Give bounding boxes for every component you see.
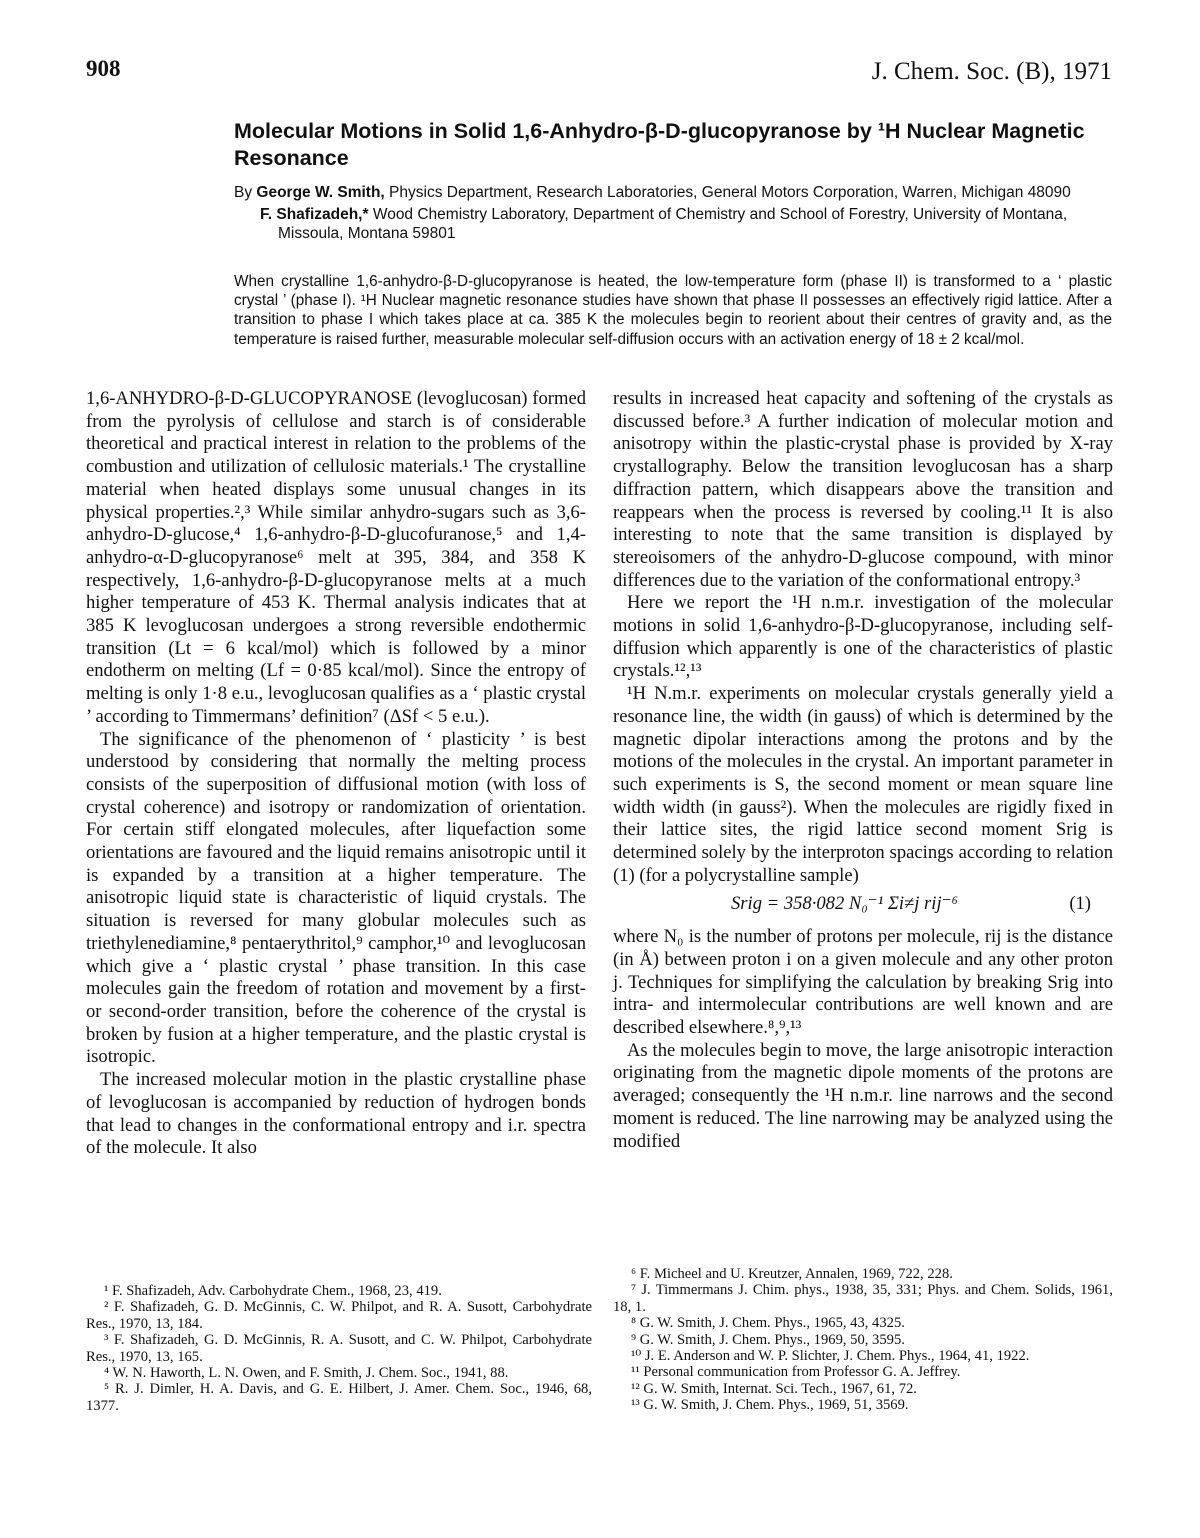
footnotes-right (613, 1266, 1113, 1414)
equation-number: (1) (1069, 893, 1091, 915)
body-paragraph: Here we report the ¹H n.m.r. investigation of the molecular motions in solid 1,6-anhydro-β-D-glucopyranose, including self-diffusion which apparently is one of the characteristics of plastic crystals.¹²,¹³ (613, 592, 1113, 682)
body-paragraph: The increased molecular motion in the plastic crystalline phase of levoglucosan is accompanied by reduction of hydrogen bonds that lead to changes in the conformational entropy and i.r. spectra of the molecule. It also (86, 1069, 586, 1159)
footnote: ⁴ W. N. Haworth, L. N. Owen, and F. Smith, J. Chem. Soc., 1941, 88. (104, 1365, 509, 1382)
body-paragraph: 1,6-ANHYDRO-β-D-GLUCOPYRANOSE (levoglucosan) formed from the pyrolysis of cellulose and starch is of considerable theoretical and practical interest in relation to the problems of the combustion and utilization of cellulosic materials.¹ The crystalline material when heated displays some unusual changes in its physical properties.²,³ While similar anhydro-sugars such as 3,6-anhydro-D-glucose,⁴ 1,6-anhydro-β-D-glucofuranose,⁵ and 1,4-anhydro-α-D-glucopyranose⁶ melt at 395, 384, and 358 K respectively, 1,6-anhydro-β-D-glucopyranose melts at a much higher temperature of 453 K. Thermal analysis indicates that at 385 K levoglucosan undergoes a strong reversible endothermic transition (Lt = 6 kcal/mol) which is followed by a minor endotherm on melting (Lf = 0·85 kcal/mol). Since the entropy of melting is only 1·8 e.u., levoglucosan qualifies as a ‘ plastic crystal ’ according to Timmermans’ definition⁷ (ΔSf < 5 e.u.). (86, 388, 586, 727)
journal-header: J. Chem. Soc. (B), 1971 (871, 58, 1112, 85)
footnote: ⁸ G. W. Smith, J. Chem. Phys., 1965, 43, 4325. (631, 1315, 905, 1332)
footnote: ¹⁰ J. E. Anderson and W. P. Slichter, J. Chem. Phys., 1964, 41, 1922. (631, 1348, 1030, 1365)
page-number: 908 (86, 56, 121, 81)
body-paragraph: As the molecules begin to move, the large anisotropic interaction originating from the magnetic dipole moments of the protons are averaged; consequently the ¹H n.m.r. line narrows and the second moment is reduced. The line narrowing may be analyzed using the modified (613, 1039, 1113, 1152)
author-affiliation: Physics Department, Research Laboratories, General Motors Corporation, Warren, Michigan 48090 (389, 184, 1071, 201)
body-column-left (86, 388, 586, 1160)
author-name: F. Shafizadeh,* (260, 206, 369, 223)
body-column-right (613, 388, 1113, 1153)
body-paragraph: where N₀ is the number of protons per molecule, rij is the distance (in Å) between proton i on a given molecule and any other proton j. Techniques for simplifying the calculation by breaking Srig into intra- and intermolecular contributions are well known and are described elsewhere.⁸,⁹,¹³ (613, 926, 1113, 1038)
author-prefix: By (234, 184, 253, 201)
footnote: ¹³ G. W. Smith, J. Chem. Phys., 1969, 51, 3569. (631, 1397, 909, 1414)
body-paragraph: The significance of the phenomenon of ‘ plasticity ’ is best understood by considering that normally the melting process consists of the superposition of diffusional motion (with loss of crystal coherence) and isotropy or randomization of orientation. For certain stiff elongated molecules, after liquefaction some orientations are favoured and the liquid remains anisotropic until it is expanded by a transition at a higher temperature. The anisotropic liquid state is characteristic of liquid crystals. The situation is reversed for many globular molecules such as triethylenediamine,⁸ pentaerythritol,⁹ camphor,¹⁰ and levoglucosan which give a ‘ plastic crystal ’ phase transition. In this case molecules gain the freedom of rotation and movement by a first- or second-order transition, before the coherence of the crystal is broken by fusion at a higher temperature, and the plastic crystal is isotropic. (86, 728, 586, 1068)
footnote: ⁹ G. W. Smith, J. Chem. Phys., 1969, 50, 3595. (631, 1331, 905, 1348)
footnote: ⁶ F. Micheel and U. Kreutzer, Annalen, 1969, 722, 228. (631, 1266, 953, 1282)
footnote: ³ F. Shafizadeh, G. D. McGinnis, R. A. Susott, and C. W. Philpot, Carbohydrate Res., 1970, 13, 165. (86, 1332, 592, 1365)
author-entry (234, 205, 1114, 243)
author-block (234, 183, 1114, 246)
author-affiliation: Wood Chemistry Laboratory, Department of Chemistry and School of Forestry, University of Montana, Missoula, Montana 59801 (278, 206, 1068, 242)
footnote: ⁷ J. Timmermans J. Chim. phys., 1938, 35, 331; Phys. and Chem. Solids, 1961, 18, 1. (613, 1282, 1113, 1315)
footnote: ² F. Shafizadeh, G. D. McGinnis, C. W. Philpot, and R. A. Susott, Carbohydrate Res., 1970, 13, 184. (86, 1299, 592, 1332)
footnote: ¹² G. W. Smith, Internat. Sci. Tech., 1967, 61, 72. (631, 1380, 917, 1397)
abstract: When crystalline 1,6-anhydro-β-D-glucopyranose is heated, the low-temperature form (phase II) is transformed to a ‘ plastic crystal ’ (phase I). ¹H Nuclear magnetic resonance studies have shown that phase II possesses an effectively rigid lattice. After a transition to phase I which takes place at ca. 385 K the molecules begin to reorient about their centres of gravity and, as the temperature is raised further, measurable molecular self-diffusion occurs with an activation energy of 18 ± 2 kcal/mol. (234, 273, 1112, 348)
equation-expression: Srig = 358·082 N₀⁻¹ Σi≠j rij⁻⁶ (731, 893, 958, 915)
footnotes-left (86, 1283, 592, 1414)
body-paragraph: results in increased heat capacity and softening of the crystals as discussed before.³ A further indication of molecular motion and anisotropy within the plastic-crystal phase is provided by X-ray crystallography. Below the transition levoglucosan has a sharp diffraction pattern, which disappears above the transition and reappears when the process is reversed by cooling.¹¹ It is also interesting to note that the same transition is displayed by stereoisomers of the anhydro-D-glucose compound, with minor differences due to the variation of the conformational entropy.³ (613, 388, 1113, 591)
footnote: ¹¹ Personal communication from Professor G. A. Jeffrey. (631, 1364, 961, 1381)
author-entry (234, 183, 1114, 202)
author-name: George W. Smith, (256, 184, 385, 201)
body-paragraph: ¹H N.m.r. experiments on molecular crystals generally yield a resonance line, the width (in gauss) of which is determined by the magnetic dipolar interactions among the protons and by the motions of the molecules in the crystal. An important parameter in such experiments is S, the second moment or mean square line width width (in gauss²). When the molecules are rigidly fixed in their lattice sites, the rigid lattice second moment Srig is determined solely by the interproton spacings according to relation (1) (for a polycrystalline sample) (613, 683, 1113, 886)
footnote: ⁵ R. J. Dimler, H. A. Davis, and G. E. Hilbert, J. Amer. Chem. Soc., 1946, 68, 1377. (86, 1381, 592, 1414)
equation-1 (613, 887, 1113, 926)
footnote: ¹ F. Shafizadeh, Adv. Carbohydrate Chem., 1968, 23, 419. (104, 1283, 442, 1299)
article-title: Molecular Motions in Solid 1,6-Anhydro-β-D-glucopyranose by ¹H Nuclear Magnetic Resonance (234, 119, 1085, 170)
